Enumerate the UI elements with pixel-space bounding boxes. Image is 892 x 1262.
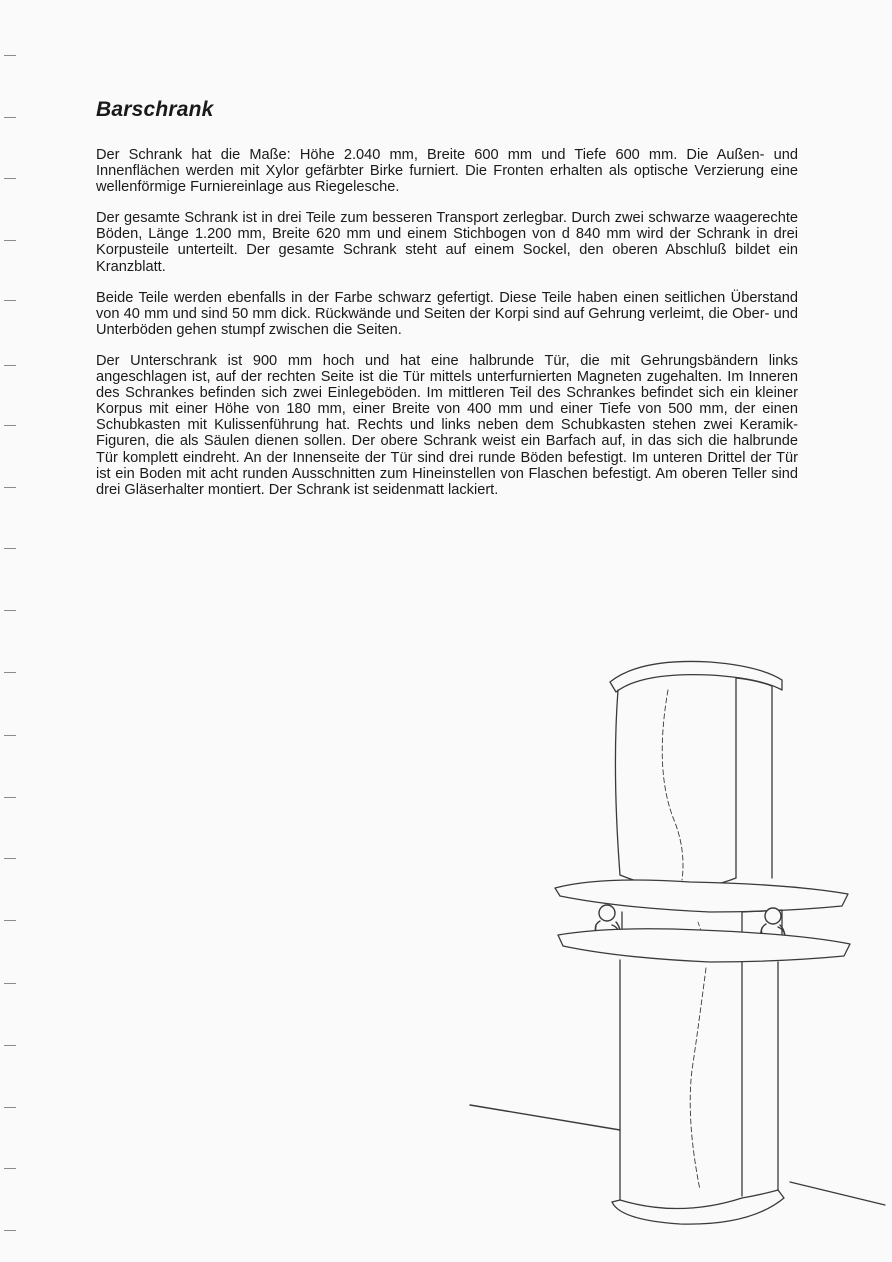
document-body xyxy=(96,147,798,513)
bar-cabinet-sketch xyxy=(460,650,892,1262)
paragraph: Der gesamte Schrank ist in drei Teile zum besseren Transport zerlegbar. Durch zwei schwarze waagerechte Böden, Länge 1.200 mm, Breite 620 mm und einem Stichbogen von d 840 mm wird der Schrank in drei Korpusteile unterteilt. Der gesamte Schrank steht auf einem Sockel, den oberen Abschluß bildet ein Kranzblatt. xyxy=(96,210,798,275)
document-title: Barschrank xyxy=(96,98,214,121)
punch-margin-marks xyxy=(0,0,30,1262)
paragraph: Der Unterschrank ist 900 mm hoch und hat eine halbrunde Tür, die mit Gehrungsbändern links angeschlagen ist, auf der rechten Seite ist die Tür mittels unterfurnierten Magneten zugehalten. Im Inneren des Schrankes befinden sich zwei Einlegeböden. Im mittleren Teil des Schrankes befindet sich ein kleiner Korpus mit einer Höhe von 180 mm, einer Breite von 400 mm und einer Tiefe von 500 mm, der einen Schubkasten mit Kulissenführung hat. Rechts und links neben dem Schubkasten stehen zwei Keramik-Figuren, die als Säulen dienen sollen. Der obere Schrank weist ein Barfach auf, in das sich die halbrunde Tür komplett eindreht. An der Innenseite der Tür sind drei runde Böden befestigt. Im unteren Drittel der Tür ist ein Boden mit acht runden Ausschnitten zum Hineinstellen von Flaschen befestigt. Am oberen Teller sind drei Gläserhalter montiert. Der Schrank ist seidenmatt lackiert. xyxy=(96,352,798,498)
paragraph: Beide Teile werden ebenfalls in der Farbe schwarz gefertigt. Diese Teile haben einen seitlichen Überstand von 40 mm und sind 50 mm dick. Rückwände und Seiten der Korpi sind auf Gehrung verleimt, die Ober- und Unterböden gehen stumpf zwischen die Seiten. xyxy=(96,289,798,338)
paragraph: Der Schrank hat die Maße: Höhe 2.040 mm, Breite 600 mm und Tiefe 600 mm. Die Außen- und Innenflächen werden mit Xylor gefärbter Birke furniert. Die Fronten erhalten als optische Verzierung eine wellenförmige Furniereinlage aus Riegelesche. xyxy=(96,147,798,196)
